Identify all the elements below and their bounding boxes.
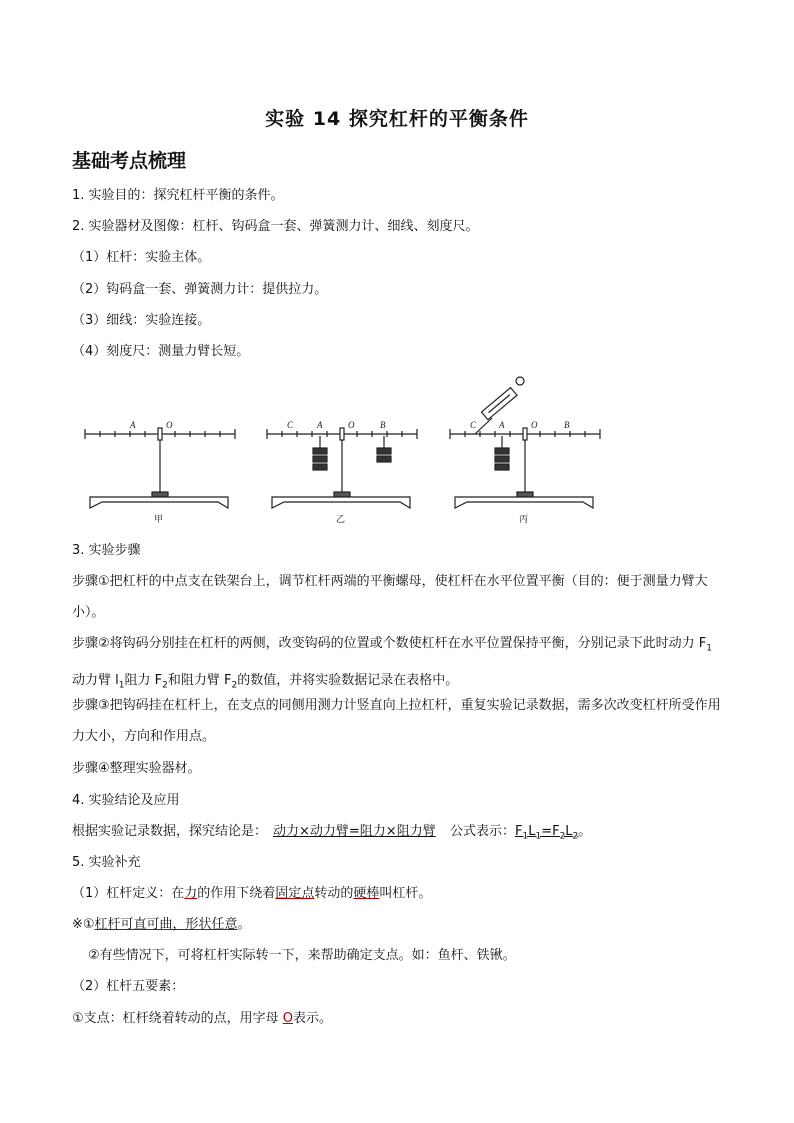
- five-elements-heading: （2）杠杆五要素：: [72, 979, 185, 994]
- step-3: 步骤③把钩码挂在杠杆上，在支点的同侧用测力计竖直向上拉杠杆，重复实验记录数据，需多次改变杠杆所受作用力大小，方向和作用点。: [72, 698, 721, 744]
- fulcrum-definition: ①支点：杠杆绕着转动的点，用字母 O表示。: [72, 1011, 333, 1026]
- step-4: 步骤④整理实验器材。: [72, 761, 201, 776]
- item-weights: （2）钩码盒一套、弹簧测力计：提供拉力。: [72, 282, 328, 297]
- lever-figure: [80, 368, 620, 528]
- label-c2: C: [287, 420, 294, 430]
- conclusion-heading: 4. 实验结论及应用: [72, 793, 180, 808]
- caption-jia: 甲: [154, 515, 164, 525]
- item-equipment: 2. 实验器材及图像：杠杆、钩码盒一套、弹簧测力计、细线、刻度尺。: [72, 219, 479, 234]
- note-2: ②有些情况下，可将杠杆实际转一下，来帮助确定支点。如：鱼杆、铁锹。: [88, 948, 516, 963]
- note-1: ※①杠杆可直可曲，形状任意。: [72, 917, 251, 932]
- item-string: （3）细线：实验连接。: [72, 313, 211, 328]
- supplement-heading: 5. 实验补充: [72, 855, 141, 870]
- label-a3: A: [499, 420, 505, 430]
- item-ruler: （4）刻度尺：测量力臂长短。: [72, 344, 250, 359]
- lever-setup-yi: [267, 428, 417, 508]
- label-o2: O: [348, 420, 355, 430]
- conclusion-text: 根据实验记录数据，探究结论是： 动力×动力臂=阻力×阻力臂 公式表示：$F_1L_1=F_2L_2$。: [72, 824, 592, 842]
- label-b3: B: [564, 420, 570, 430]
- lever-setup-jia: [85, 428, 235, 508]
- lever-setup-bing: [450, 377, 600, 508]
- label-a1: A: [130, 420, 136, 430]
- label-a2: A: [317, 420, 323, 430]
- item-purpose: 1. 实验目的：探究杠杆平衡的条件。: [72, 188, 284, 203]
- item-lever: （1）杠杆：实验主体。: [72, 250, 211, 265]
- conclusion-answer: 动力×动力臂=阻力×阻力臂: [273, 824, 436, 839]
- step-2: 步骤②将钩码分别挂在杠杆的两侧，改变钩码的位置或个数使杠杆在水平位置保持平衡，分别记录下此时动力 $F_1$动力臂 $l_1$阻力 $F_2$和阻力臂 $F_2$的数值，并将实验数据记录在表格中。: [72, 636, 712, 691]
- label-b2: B: [380, 420, 386, 430]
- page-title: 实验 14 探究杠杆的平衡条件: [265, 108, 529, 130]
- formula-answer: $F_1L_1=F_2L_2$: [514, 824, 579, 842]
- step-1: 步骤①把杠杆的中点支在铁架台上，调节杠杆两端的平衡螺母，使杠杆在水平位置平衡（目的：便于测量力臂大小）。: [72, 574, 708, 620]
- lever-definition: （1）杠杆定义：在力的作用下绕着固定点转动的硬棒叫杠杆。: [72, 886, 432, 901]
- section-heading: 基础考点梳理: [72, 150, 187, 172]
- label-o1: O: [166, 420, 173, 430]
- steps-heading: 3. 实验步骤: [72, 543, 141, 558]
- caption-bing: 丙: [519, 515, 529, 525]
- caption-yi: 乙: [336, 515, 346, 525]
- label-c3: C: [470, 420, 477, 430]
- label-o3: O: [531, 420, 538, 430]
